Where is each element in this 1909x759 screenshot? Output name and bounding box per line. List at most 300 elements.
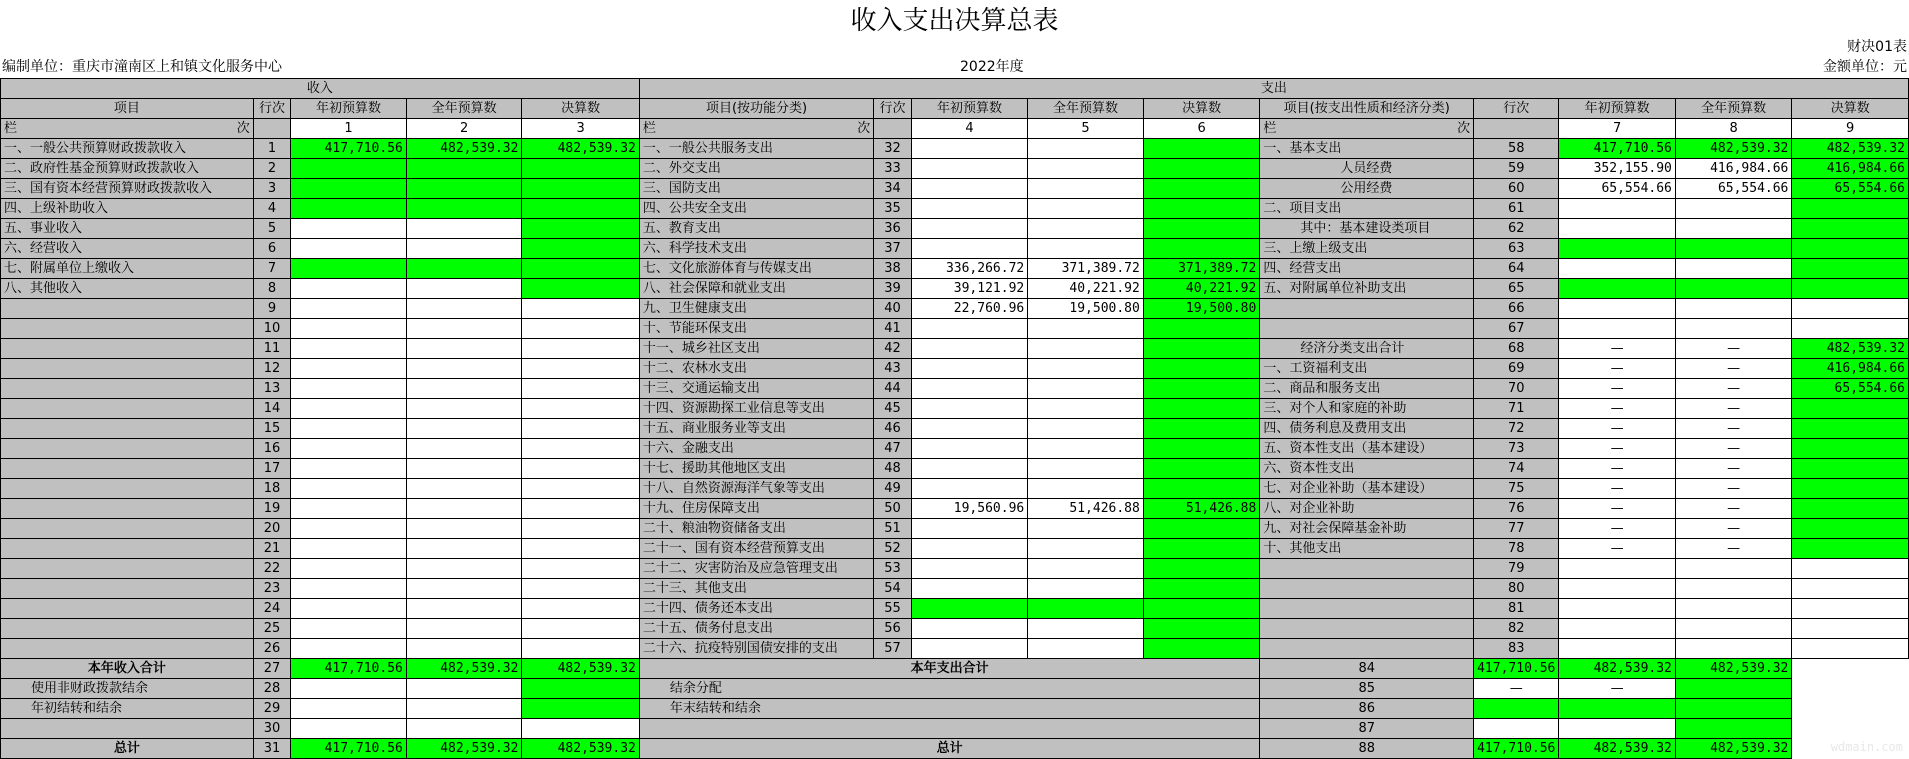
econ-value: — [1559,379,1676,399]
lan-label: 栏 [1263,121,1277,136]
income-value [291,479,407,499]
row-number: 8 [253,279,290,299]
econ-item-label: 五、对附属单位补助支出 [1260,279,1474,299]
econ-value [1792,559,1909,579]
row-number: 20 [253,519,290,539]
income-grand-total-value: 482,539.32 [522,739,639,759]
row-number: 28 [253,679,290,699]
col-number: 8 [1675,119,1792,139]
income-item-label [1,339,254,359]
income-value [406,519,522,539]
income-item-label: 四、上级补助收入 [1,199,254,219]
row-number: 43 [874,359,911,379]
econ-value: 482,539.32 [1792,339,1909,359]
econ-item-label: 四、经营支出 [1260,259,1474,279]
row-number: 42 [874,339,911,359]
income-total-value: 417,710.56 [291,659,407,679]
income-value [522,399,639,419]
income-value [522,319,639,339]
econ-value [1559,599,1676,619]
income-value [522,179,639,199]
row-number: 16 [253,439,290,459]
econ-value: 65,554.66 [1559,179,1676,199]
func-value [1028,619,1144,639]
func-item-label: 二十二、灾害防治及应急管理支出 [639,559,873,579]
income-value [291,499,407,519]
func-item-label: 二十、粮油物资储备支出 [639,519,873,539]
col-header-row-no: 行次 [253,99,290,119]
section-header-row [1,79,1909,99]
income-grand-total-label: 总计 [1,739,254,759]
func-value [911,139,1028,159]
table-row [1,339,1909,359]
income-value [291,359,407,379]
grand-total-row [1,739,1909,759]
income-value: 482,539.32 [522,139,639,159]
income-value [291,519,407,539]
income-value [406,339,522,359]
row-number: 22 [253,559,290,579]
table-row [1,539,1909,559]
econ-value: 416,984.66 [1792,359,1909,379]
row-number: 45 [874,399,911,419]
func-item-label: 四、公共安全支出 [639,199,873,219]
row-number: 35 [874,199,911,219]
econ-value [1792,279,1909,299]
row-number: 2 [253,159,290,179]
table-cell [253,119,290,139]
income-total-label: 本年收入合计 [1,659,254,679]
func-item-label: 三、国防支出 [639,179,873,199]
income-value [291,639,407,659]
row-number: 66 [1474,299,1559,319]
fiscal-year: 2022年度 [960,59,1024,75]
row-number: 44 [874,379,911,399]
income-item-label [1,399,254,419]
row-number: 84 [1260,659,1474,679]
econ-value: 416,984.66 [1675,159,1792,179]
row-number: 62 [1474,219,1559,239]
income-item-label: 七、附属单位上缴收入 [1,259,254,279]
row-number: 9 [253,299,290,319]
econ-item-label [1260,319,1474,339]
table-row [1,499,1909,519]
expense-grand-total-value: 417,710.56 [1474,739,1559,759]
income-value [291,399,407,419]
table-row [1,299,1909,319]
func-value [1028,579,1144,599]
income-value [522,519,639,539]
income-value [406,179,522,199]
income-value: 417,710.56 [291,139,407,159]
func-value [1028,559,1144,579]
row-number: 24 [253,599,290,619]
income-item-label: 六、经营收入 [1,239,254,259]
row-number: 54 [874,579,911,599]
expense-grand-total-value: 482,539.32 [1675,739,1792,759]
table-row [1,139,1909,159]
func-value [911,459,1028,479]
row-number: 27 [253,659,290,679]
row-number: 61 [1474,199,1559,219]
income-item-label [1,299,254,319]
reporting-unit: 编制单位：重庆市潼南区上和镇文化服务中心 [2,59,282,75]
income-value [522,639,639,659]
income-value [291,159,407,179]
econ-item-label: 其中：基本建设类项目 [1260,219,1474,239]
econ-value [1792,319,1909,339]
func-item-label: 二十四、债务还本支出 [639,599,873,619]
func-item-label: 五、教育支出 [639,219,873,239]
col-header-initial-budget: 年初预算数 [291,99,407,119]
econ-value [1675,279,1792,299]
table-row [1,599,1909,619]
func-value [911,519,1028,539]
func-value [911,239,1028,259]
row-number: 34 [874,179,911,199]
func-item-label: 七、文化旅游体育与传媒支出 [639,259,873,279]
row-number: 58 [1474,139,1559,159]
econ-value [1675,299,1792,319]
income-value [522,499,639,519]
income-value [522,159,639,179]
table-row [1,319,1909,339]
func-item-label: 十一、城乡社区支出 [639,339,873,359]
econ-value [1792,439,1909,459]
income-value [522,619,639,639]
row-number: 63 [1474,239,1559,259]
income-value [291,299,407,319]
func-value [1028,339,1144,359]
econ-value: — [1675,419,1792,439]
func-value [1143,359,1260,379]
row-number: 50 [874,499,911,519]
func-value [1143,179,1260,199]
func-value: 19,500.80 [1028,299,1144,319]
func-value [1028,439,1144,459]
income-value [291,419,407,439]
func-value [1143,339,1260,359]
row-number: 74 [1474,459,1559,479]
econ-value [1675,319,1792,339]
income-value [291,219,407,239]
func-value [911,319,1028,339]
econ-value [1675,639,1792,659]
table-row [1,239,1909,259]
lan-label: 栏 [642,121,656,136]
func-value: 51,426.88 [1028,499,1144,519]
income-value [522,199,639,219]
econ-value [1559,639,1676,659]
income-value [522,479,639,499]
income-item-label [1,499,254,519]
income-value [406,639,522,659]
func-item-label: 二十三、其他支出 [639,579,873,599]
econ-value [1559,239,1676,259]
row-number: 32 [874,139,911,159]
income-value [406,199,522,219]
table-row [1,579,1909,599]
econ-value: — [1559,519,1676,539]
econ-value [1792,219,1909,239]
ci-label: 次 [1457,121,1471,136]
income-value [406,299,522,319]
column-number-row [1,119,1909,139]
row-number: 65 [1474,279,1559,299]
income-value: 482,539.32 [406,139,522,159]
func-value [1143,199,1260,219]
income-value [522,279,639,299]
econ-value [1559,319,1676,339]
func-value [1143,419,1260,439]
econ-item-label [1260,559,1474,579]
econ-value [1792,639,1909,659]
row-number: 85 [1260,679,1474,699]
func-value [911,419,1028,439]
econ-value [1792,599,1909,619]
table-cell [291,679,407,699]
func-value [1143,439,1260,459]
econ-value: — [1675,499,1792,519]
func-item-label: 二、外交支出 [639,159,873,179]
column-header-row [1,99,1909,119]
func-value [1028,179,1144,199]
econ-value [1792,199,1909,219]
func-value [1028,459,1144,479]
income-item-label [1,419,254,439]
income-value [291,619,407,639]
func-value [1143,479,1260,499]
func-value [1143,159,1260,179]
use-non-fiscal-label: 使用非财政拨款结余 [1,679,254,699]
econ-value [1792,519,1909,539]
econ-value [1559,619,1676,639]
func-value [911,479,1028,499]
table-row [1,419,1909,439]
econ-value [1675,199,1792,219]
income-value [291,239,407,259]
func-item-label: 八、社会保障和就业支出 [639,279,873,299]
table-cell [522,699,639,719]
econ-item-label [1260,639,1474,659]
row-number: 69 [1474,359,1559,379]
income-item-label [1,379,254,399]
row-number: 19 [253,499,290,519]
econ-value: — [1675,399,1792,419]
func-value [1028,359,1144,379]
func-item-label: 六、科学技术支出 [639,239,873,259]
income-value [406,379,522,399]
func-value: 39,121.92 [911,279,1028,299]
watermark: wdmain.com [1830,740,1903,754]
table-cell [291,699,407,719]
row-number: 11 [253,339,290,359]
row-number: 14 [253,399,290,419]
row-number: 40 [874,299,911,319]
col-header-econ-item: 项目(按支出性质和经济分类) [1260,99,1474,119]
col-number: 1 [291,119,407,139]
row-number: 12 [253,359,290,379]
table-cell: — [1559,679,1676,699]
row-number: 21 [253,539,290,559]
econ-value: 352,155.90 [1559,159,1676,179]
econ-item-label: 五、资本性支出（基本建设） [1260,439,1474,459]
income-value [406,479,522,499]
econ-value [1559,259,1676,279]
table-cell [1474,699,1559,719]
econ-value [1792,619,1909,639]
row-number: 59 [1474,159,1559,179]
func-value [1028,219,1144,239]
func-item-label: 一、一般公共服务支出 [639,139,873,159]
func-item-label: 二十六、抗疫特别国债安排的支出 [639,639,873,659]
table-cell [291,719,407,739]
income-item-label [1,519,254,539]
func-value: 336,266.72 [911,259,1028,279]
income-item-label [1,599,254,619]
func-value [911,619,1028,639]
income-item-label: 八、其他收入 [1,279,254,299]
income-value [522,579,639,599]
econ-value [1792,459,1909,479]
income-item-label: 五、事业收入 [1,219,254,239]
econ-value: — [1559,539,1676,559]
table-row [1,279,1909,299]
row-number: 26 [253,639,290,659]
income-value [291,439,407,459]
econ-value [1792,399,1909,419]
row-number: 55 [874,599,911,619]
econ-value [1559,559,1676,579]
func-value [1028,319,1144,339]
income-value [522,379,639,399]
row-number: 25 [253,619,290,639]
row-number: 33 [874,159,911,179]
econ-item-label: 人员经费 [1260,159,1474,179]
income-value [522,339,639,359]
func-value [1028,519,1144,539]
table-row [1,179,1909,199]
econ-value: — [1559,499,1676,519]
income-value [522,219,639,239]
row-number: 7 [253,259,290,279]
table-cell [522,719,639,739]
income-item-label [1,359,254,379]
func-value [911,159,1028,179]
table-cell [406,679,522,699]
func-value [1143,519,1260,539]
income-value [406,539,522,559]
row-number: 77 [1474,519,1559,539]
econ-item-label: 一、工资福利支出 [1260,359,1474,379]
table-row [1,699,1909,719]
table-row [1,459,1909,479]
econ-value [1792,579,1909,599]
form-number: 财决01表 [1847,39,1907,55]
income-value [522,259,639,279]
income-value [406,419,522,439]
func-value [1028,639,1144,659]
col-number: 4 [911,119,1028,139]
econ-value [1675,599,1792,619]
func-item-label: 十八、自然资源海洋气象等支出 [639,479,873,499]
row-number: 60 [1474,179,1559,199]
income-value [291,559,407,579]
func-value: 40,221.92 [1028,279,1144,299]
row-number: 88 [1260,739,1474,759]
income-value [406,159,522,179]
lan-ci-cell [1,119,254,139]
col-header-final: 决算数 [1143,99,1260,119]
row-number: 71 [1474,399,1559,419]
carry-out-label: 年末结转和结余 [639,699,1259,719]
col-header-row-no: 行次 [874,99,911,119]
econ-value [1792,259,1909,279]
econ-item-label: 七、对企业补助（基本建设） [1260,479,1474,499]
row-number: 53 [874,559,911,579]
row-number: 36 [874,219,911,239]
econ-value [1792,499,1909,519]
col-header-final: 决算数 [522,99,639,119]
econ-item-label: 二、商品和服务支出 [1260,379,1474,399]
table-cell [1559,699,1676,719]
row-number: 23 [253,579,290,599]
func-value: 371,389.72 [1028,259,1144,279]
econ-value: — [1675,439,1792,459]
func-value [911,439,1028,459]
econ-item-label [1260,599,1474,619]
row-number: 10 [253,319,290,339]
income-value [291,379,407,399]
func-item-label: 十九、住房保障支出 [639,499,873,519]
func-value [911,539,1028,559]
func-value [1028,239,1144,259]
table-cell [1675,679,1792,699]
func-value [1028,479,1144,499]
row-number: 64 [1474,259,1559,279]
income-value [406,619,522,639]
income-value [406,239,522,259]
income-total-value: 482,539.32 [522,659,639,679]
func-item-label: 十、节能环保支出 [639,319,873,339]
income-value [522,599,639,619]
income-grand-total-value: 482,539.32 [406,739,522,759]
econ-value [1792,479,1909,499]
econ-item-label: 经济分类支出合计 [1260,339,1474,359]
expense-section-header: 支出 [639,79,1908,99]
row-number: 5 [253,219,290,239]
income-value [291,459,407,479]
table-row [1,399,1909,419]
table-row [1,479,1909,499]
table-row [1,199,1909,219]
ci-label: 次 [857,121,871,136]
table-cell [406,719,522,739]
col-header-func-item: 项目(按功能分类) [639,99,873,119]
econ-value: 65,554.66 [1792,179,1909,199]
econ-item-label: 四、债务利息及费用支出 [1260,419,1474,439]
table-row [1,679,1909,699]
econ-value [1559,199,1676,219]
row-number: 49 [874,479,911,499]
row-number: 6 [253,239,290,259]
row-number: 48 [874,459,911,479]
func-value [1028,379,1144,399]
econ-value: 65,554.66 [1792,379,1909,399]
income-value [291,579,407,599]
econ-value: — [1675,339,1792,359]
expense-total-label: 本年支出合计 [639,659,1259,679]
